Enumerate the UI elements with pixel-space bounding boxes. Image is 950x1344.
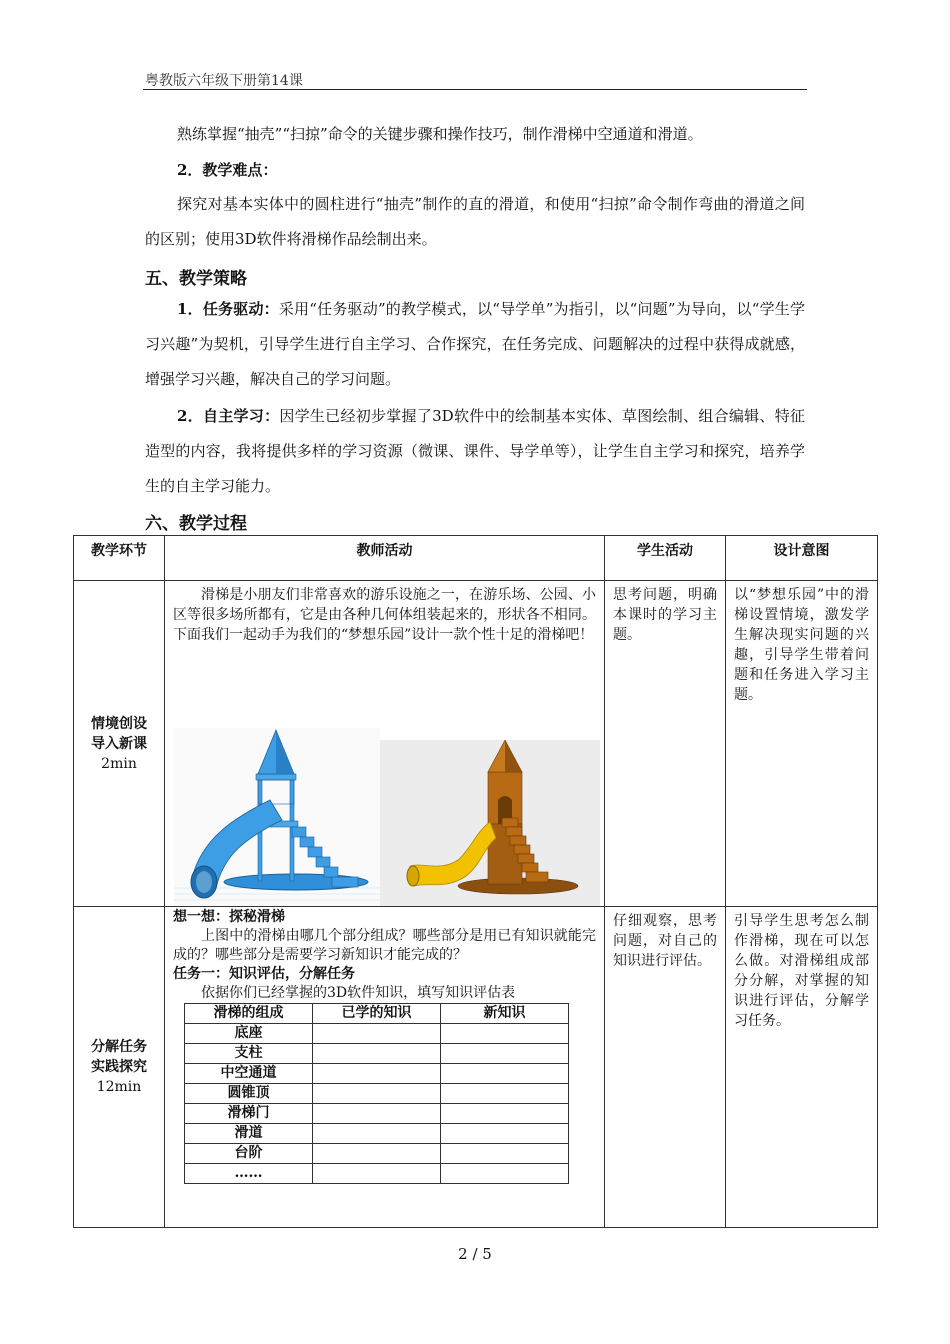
header-stage: 教学环节: [74, 536, 165, 581]
intent-cell: [726, 907, 878, 1228]
strategy1-label: 1．任务驱动：: [177, 300, 279, 318]
intent-text: 引导学生思考怎么制作滑梯，现在可以怎么做。对滑梯组成部分分解，对掌握的知识进行评估，分解学习任务。: [734, 913, 869, 1029]
page-number: 2 / 5: [458, 1245, 492, 1263]
eval-header-component: 滑梯的组成: [185, 1004, 313, 1024]
stage-line2: 实践探究: [91, 1059, 147, 1075]
teacher-text: 滑梯是小朋友们非常喜欢的游乐设施之一，在游乐场、公园、小区等很多场所都有，它是由各种几何体组装起来的，形状各不相同。下面我们一起动手为我们的“梦想乐园”设计一款个性十足的滑梯吧！: [173, 587, 596, 643]
teaching-process-table: [73, 535, 878, 1228]
stage-cell: [74, 581, 165, 907]
table-row: [74, 581, 878, 907]
stage-min: 12min: [96, 1079, 142, 1095]
section5-title: 五、教学策略: [145, 269, 247, 289]
eval-row: [185, 1064, 569, 1084]
eval-header-learned: 已学的知识: [313, 1004, 441, 1024]
gold-slide-image: [380, 740, 600, 906]
header-rule: [143, 89, 807, 90]
task-title: 任务一：知识评估，分解任务: [173, 966, 355, 982]
eval-new-cell[interactable]: [441, 1064, 569, 1084]
eval-new-cell[interactable]: [441, 1024, 569, 1044]
section6-title: 六、教学过程: [145, 514, 247, 534]
blue-slide-image: [174, 728, 380, 906]
eval-component: 圆锥顶: [185, 1084, 313, 1104]
eval-row: [185, 1124, 569, 1144]
stage-line1: 情境创设: [91, 715, 147, 732]
eval-component: ……: [185, 1164, 313, 1184]
eval-learned-cell[interactable]: [313, 1164, 441, 1184]
intent-cell: [726, 581, 878, 907]
eval-component: 滑梯门: [185, 1104, 313, 1124]
eval-learned-cell[interactable]: [313, 1024, 441, 1044]
para-key-skills: 熟练掌握“抽壳”“扫掠”命令的关键步骤和操作技巧，制作滑梯中空通道和滑道。: [177, 125, 703, 143]
eval-learned-cell[interactable]: [313, 1124, 441, 1144]
eval-component: 台阶: [185, 1144, 313, 1164]
strategy1-text: 采用“任务驱动”的教学模式，以“导学单”为指引，以“问题”为导向，以“学生学习兴趣”为契机，引导学生进行自主学习、合作探究，在任务完成、问题解决的过程中获得成就感，增强学习兴趣，解决自己的学习问题。: [145, 300, 805, 388]
header-title: 粤教版六年级下册第14课: [145, 73, 303, 89]
eval-row: [185, 1144, 569, 1164]
eval-row: [185, 1104, 569, 1124]
eval-component: 滑道: [185, 1124, 313, 1144]
eval-row: [185, 1044, 569, 1064]
strategy2-label: 2．自主学习：: [177, 407, 280, 425]
student-cell: [605, 581, 726, 907]
difficulty-heading: 2．教学难点：: [177, 161, 278, 179]
table-row: [74, 907, 878, 1228]
eval-new-cell[interactable]: [441, 1044, 569, 1064]
strategy-self-learning: [145, 399, 805, 504]
eval-learned-cell[interactable]: [313, 1144, 441, 1164]
student-text: 仔细观察，思考问题，对自己的知识进行评估。: [613, 913, 717, 969]
eval-learned-cell[interactable]: [313, 1104, 441, 1124]
stage-line1: 分解任务: [91, 1039, 147, 1055]
eval-learned-cell[interactable]: [313, 1044, 441, 1064]
eval-row: [185, 1164, 569, 1184]
stage-min: 2min: [101, 755, 137, 772]
header-intent: 设计意图: [726, 536, 878, 581]
teacher-cell: [165, 581, 605, 907]
eval-component: 中空通道: [185, 1064, 313, 1084]
stage-cell: [74, 907, 165, 1228]
header-teacher: 教师活动: [165, 536, 605, 581]
think-title: 想一想：探秘滑梯: [173, 909, 285, 925]
eval-learned-cell[interactable]: [313, 1064, 441, 1084]
eval-component: 支柱: [185, 1044, 313, 1064]
strategy2-text: 因学生已经初步掌握了3D软件中的绘制基本实体、草图绘制、组合编辑、特征造型的内容，我将提供多样的学习资源（微课、课件、导学单等），让学生自主学习和探究，培养学生的自主学习能力。: [145, 407, 805, 495]
eval-new-cell[interactable]: [441, 1084, 569, 1104]
eval-new-cell[interactable]: [441, 1144, 569, 1164]
para-difficulty: 探究对基本实体中的圆柱进行“抽壳”制作的直的滑道，和使用“扫掠”命令制作弯曲的滑道之间的区别；使用3D软件将滑梯作品绘制出来。: [145, 195, 805, 248]
intent-text: 以“梦想乐园”中的滑梯设置情境，激发学生解决现实问题的兴趣，引导学生带着问题和任务进入学习主题。: [734, 587, 869, 703]
eval-component: 底座: [185, 1024, 313, 1044]
eval-new-cell[interactable]: [441, 1104, 569, 1124]
eval-header-row: [185, 1004, 569, 1024]
eval-new-cell[interactable]: [441, 1124, 569, 1144]
slide-images: [174, 728, 600, 906]
eval-header-new: 新知识: [441, 1004, 569, 1024]
stage-line2: 导入新课: [91, 735, 147, 752]
strategy-task-driven: [145, 292, 805, 397]
student-cell: [605, 907, 726, 1228]
table-header-row: [74, 536, 878, 581]
eval-learned-cell[interactable]: [313, 1084, 441, 1104]
eval-row: [185, 1084, 569, 1104]
think-text: 上图中的滑梯由哪几个部分组成？哪些部分是用已有知识就能完成的？哪些部分是需要学习新知识才能完成的？: [173, 928, 596, 963]
teacher-content: [165, 907, 604, 1003]
teacher-cell: [165, 907, 605, 1228]
eval-row: [185, 1024, 569, 1044]
header-student: 学生活动: [605, 536, 726, 581]
eval-new-cell[interactable]: [441, 1164, 569, 1184]
task-text: 依据你们已经掌握的3D软件知识，填写知识评估表: [201, 985, 516, 1001]
student-text: 思考问题，明确本课时的学习主题。: [613, 587, 717, 643]
knowledge-eval-table: [184, 1003, 569, 1184]
